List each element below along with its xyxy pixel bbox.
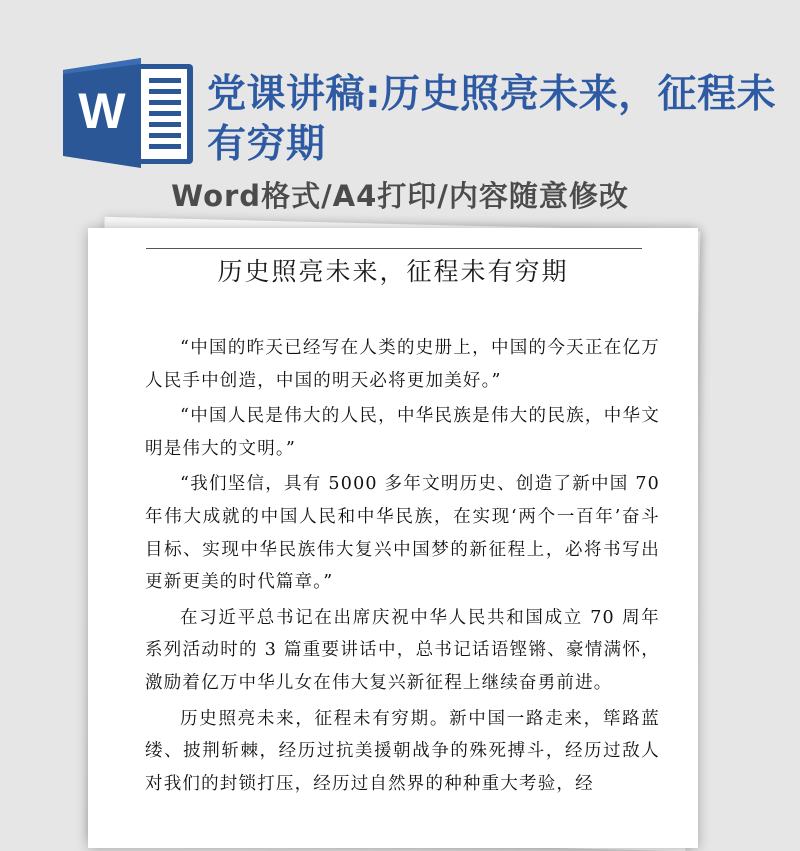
paragraph: “我们坚信，具有 5000 多年文明历史、创造了新中国 70 年伟大成就的中国人民和中华民族，在实现‘两个一百年’奋斗目标、实现中华民族伟大复兴中国梦的新征程上，必将书写出更新更美的时代篇章。” — [145, 474, 660, 593]
paragraph: 历史照亮未来，征程未有穷期。新中国一路走来，筚路蓝缕、披荆斩棘，经历过抗美援朝战争的殊死搏斗，经历过敌人对我们的封锁打压，经历过自然界的种种重大考验，经 — [145, 708, 660, 794]
paragraph: “中国人民是伟大的人民，中华民族是伟大的民族，中华文明是伟大的文明。” — [145, 406, 660, 459]
paragraph: 在习近平总书记在出席庆祝中华人民共和国成立 70 周年系列活动时的 3 篇重要讲话中，总书记话语铿锵、豪情满怀，激励着亿万中华儿女在伟大复兴新征程上继续奋勇前进。 — [145, 607, 660, 693]
page-title: 党课讲稿:历史照亮未来，征程未有穷期 — [207, 72, 777, 167]
header-rule — [146, 248, 642, 249]
word-icon-letter: W — [78, 83, 126, 139]
document-body — [145, 332, 660, 803]
document-page — [88, 228, 698, 848]
document-title: 历史照亮未来，征程未有穷期 — [217, 257, 569, 286]
word-document-icon — [63, 58, 198, 168]
page-subtitle: Word格式/A4打印/内容随意修改 — [171, 179, 629, 213]
paragraph: “中国的昨天已经写在人类的史册上，中国的今天正在亿万人民手中创造，中国的明天必将更加美好。” — [145, 338, 660, 391]
